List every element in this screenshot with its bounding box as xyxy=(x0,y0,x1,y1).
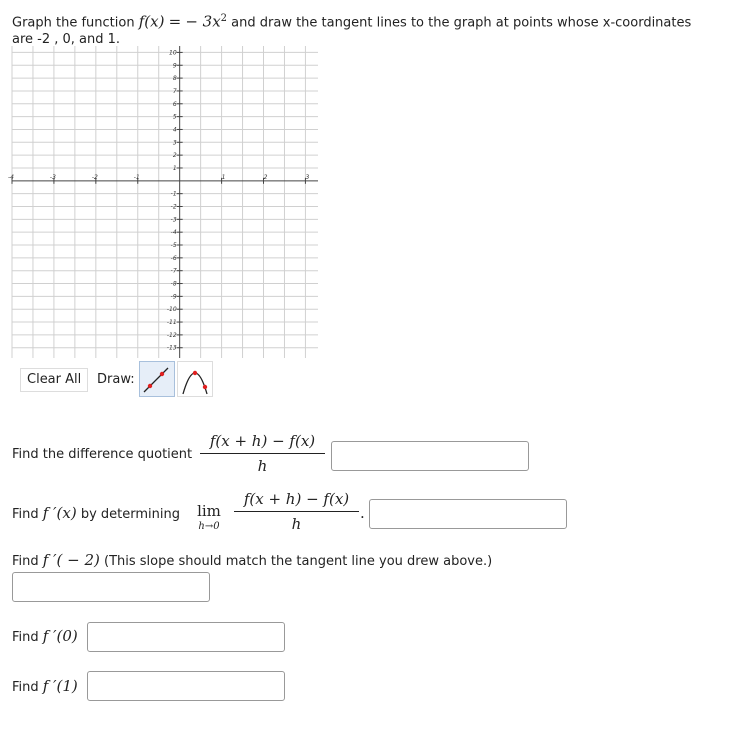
slope-input[interactable] xyxy=(12,572,210,602)
f-prime-1-input[interactable] xyxy=(87,671,285,701)
y-tick-label: 9 xyxy=(172,62,177,70)
x-tick-label: 2 xyxy=(263,173,268,181)
x-tick-label: -4 xyxy=(8,173,14,181)
f-prime-0-expression: f ′(0) xyxy=(42,627,78,645)
f-prime-0-question xyxy=(12,626,78,648)
y-tick-label: 2 xyxy=(172,152,177,160)
y-tick-label: -10 xyxy=(166,306,177,314)
y-tick-label: 7 xyxy=(172,87,177,95)
problem-suffix: and draw the tangent lines to the graph at points whose x-coordinates xyxy=(231,15,692,31)
y-tick-label: -9 xyxy=(170,293,177,301)
y-tick-label: 3 xyxy=(172,139,177,147)
f-prime-1-expression: f ′(1) xyxy=(42,677,78,695)
find-label: Find xyxy=(12,507,39,522)
limit-fraction xyxy=(234,490,359,533)
y-tick-label: -11 xyxy=(166,319,177,327)
y-tick-label: -8 xyxy=(170,280,177,288)
y-tick-label: -2 xyxy=(170,203,177,211)
y-tick-label: 6 xyxy=(172,100,177,108)
x-tick-label: -1 xyxy=(133,173,140,181)
x-tick-label: -2 xyxy=(91,173,98,181)
y-tick-label: 1 xyxy=(172,164,177,172)
period: . xyxy=(360,504,365,522)
fraction-denominator: h xyxy=(291,515,302,533)
y-tick-label: -6 xyxy=(170,254,177,262)
fraction-bar xyxy=(200,453,325,454)
difference-quotient-label: Find the difference quotient xyxy=(12,447,193,462)
y-tick-label: 5 xyxy=(172,113,177,121)
fraction-numerator: f(x + h) − f(x) xyxy=(209,432,316,450)
f-prime-1-question xyxy=(12,676,78,698)
difference-quotient-input[interactable] xyxy=(331,441,529,471)
find-label: Find xyxy=(12,554,39,569)
y-tick-label: -7 xyxy=(170,267,177,275)
limit-subscript: h→0 xyxy=(198,521,220,532)
slope-question xyxy=(12,550,492,572)
parabola-icon xyxy=(178,362,212,396)
fraction-bar xyxy=(234,511,359,512)
x-tick-label: 1 xyxy=(221,173,226,181)
slope-note: (This slope should match the tangent line you drew above.) xyxy=(104,554,493,569)
line-tool-button[interactable] xyxy=(139,361,175,397)
difference-quotient-fraction xyxy=(200,432,325,475)
y-tick-label: -3 xyxy=(170,216,177,224)
clear-all-button[interactable]: Clear All xyxy=(20,368,88,392)
equals-sign: = xyxy=(168,12,182,31)
derivative-question xyxy=(12,503,180,525)
y-tick-label: 10 xyxy=(169,49,177,57)
x-tick-label: 3 xyxy=(305,173,310,181)
x-tick-label: -3 xyxy=(49,173,56,181)
slope-expression: f ′( − 2) xyxy=(42,551,100,569)
fraction-denominator: h xyxy=(257,457,268,475)
y-tick-label: -13 xyxy=(166,344,177,352)
y-tick-label: -1 xyxy=(170,190,177,198)
y-tick-label: 8 xyxy=(172,75,177,83)
by-determining-label: by determining xyxy=(80,507,180,522)
line-segment-icon xyxy=(140,362,174,396)
y-tick-label: -4 xyxy=(170,229,177,237)
y-tick-label: -5 xyxy=(170,242,177,250)
limit-text: lim xyxy=(197,502,221,520)
parabola-tool-button[interactable] xyxy=(177,361,213,397)
function-name: f(x) xyxy=(138,12,165,31)
draw-label: Draw: xyxy=(97,372,135,387)
find-label: Find xyxy=(12,680,39,695)
problem-statement-line2: are -2 , 0, and 1. xyxy=(12,32,121,47)
f-prime-0-input[interactable] xyxy=(87,622,285,652)
function-rhs: − 3x xyxy=(185,12,221,31)
derivative-expression: f ′(x) xyxy=(42,504,77,522)
derivative-input[interactable] xyxy=(369,499,567,529)
function-exponent: 2 xyxy=(220,13,228,24)
y-tick-label: -12 xyxy=(166,331,177,339)
limit-operator xyxy=(194,502,224,534)
fraction-numerator: f(x + h) − f(x) xyxy=(243,490,350,508)
find-label: Find xyxy=(12,630,39,645)
problem-prefix: Graph the function xyxy=(12,15,135,31)
coordinate-graph[interactable] xyxy=(8,46,318,358)
y-tick-label: 4 xyxy=(172,126,177,134)
